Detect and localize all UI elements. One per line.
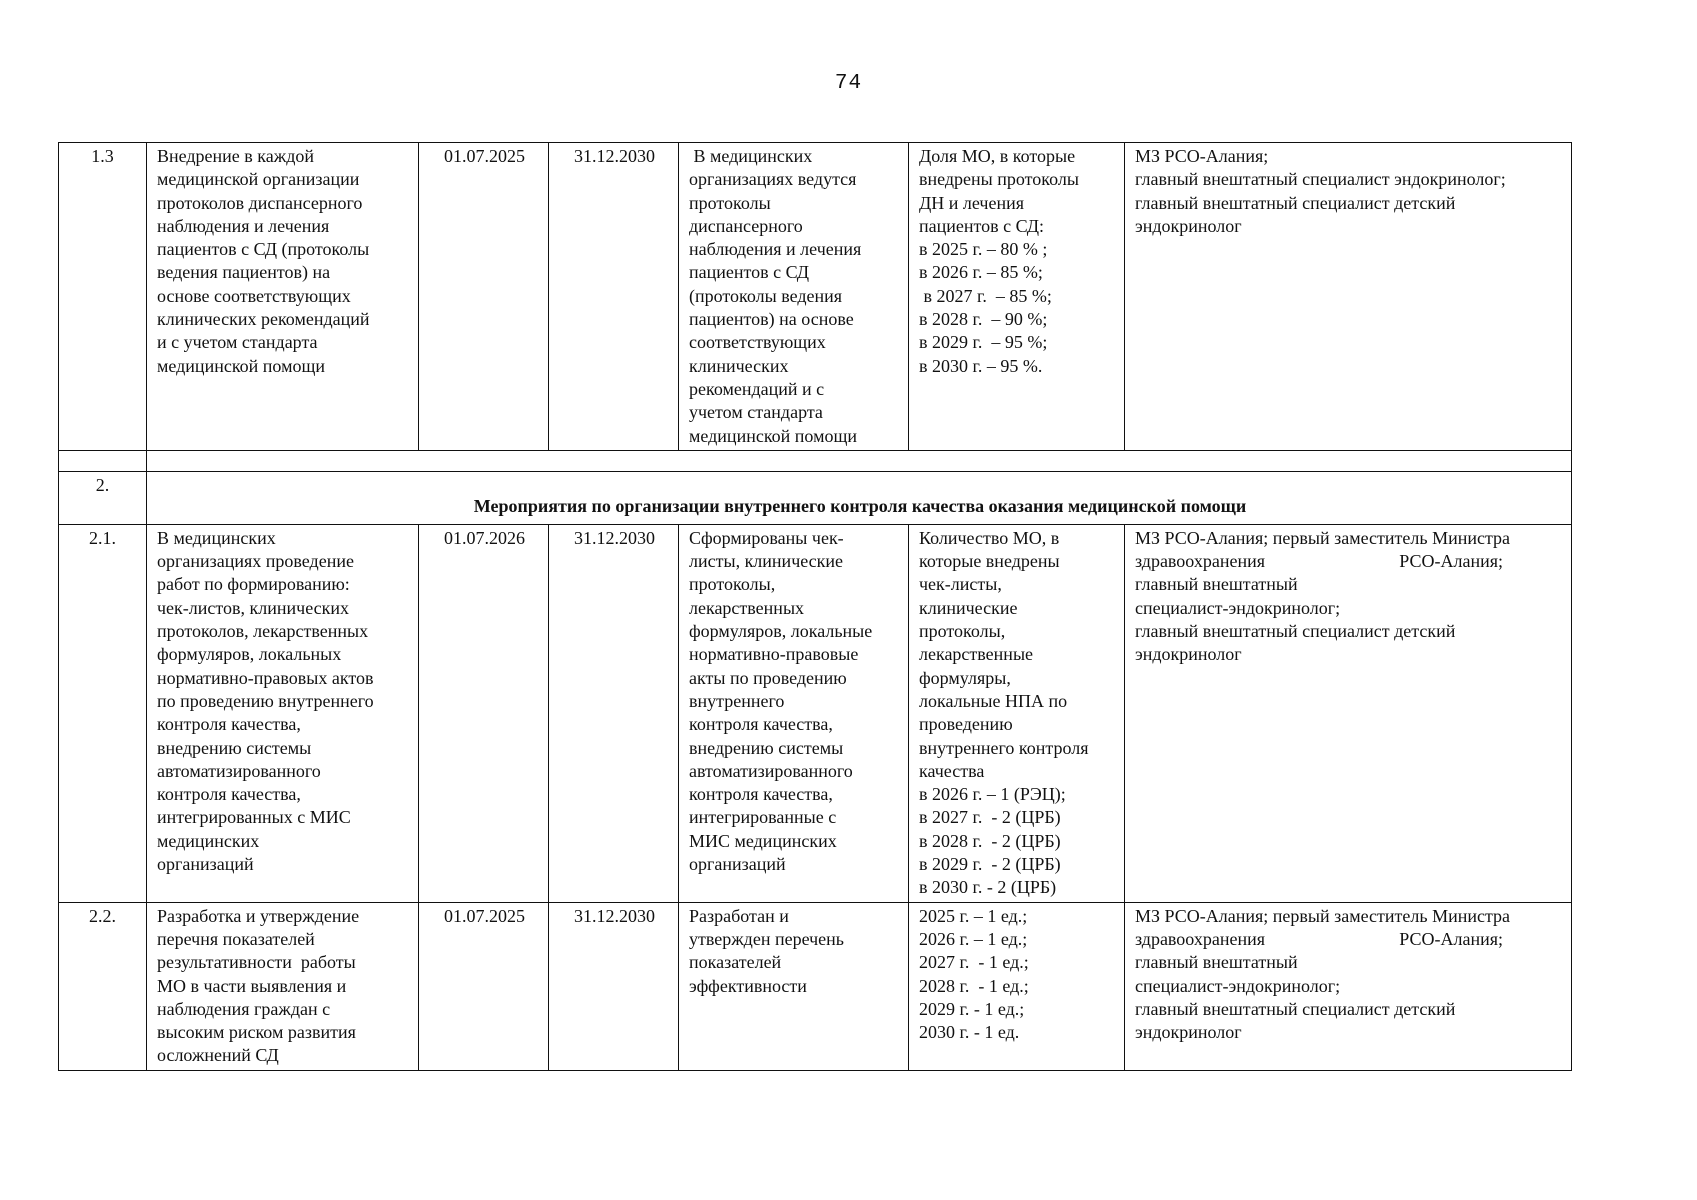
result-cell	[679, 524, 909, 902]
text-line: листы, клинические	[689, 551, 844, 572]
table-row-1-3	[59, 143, 1572, 451]
text-line: интегрированные с	[689, 807, 837, 828]
responsible-justified-line	[1135, 550, 1563, 573]
text-line: в 2026 г. – 1 (РЭЦ);	[919, 784, 1066, 805]
text-line: эндокринолог	[1135, 215, 1242, 236]
text-line: в 2027 г. – 85 %;	[919, 285, 1052, 306]
text-line: пациентов с СД	[689, 262, 810, 283]
text-line: ДН и лечения	[919, 192, 1025, 213]
text-line: лекарственные	[919, 644, 1034, 665]
spacer-cell	[147, 450, 1572, 471]
page-number: 74	[834, 72, 863, 95]
text-line: по проведению внутреннего	[157, 690, 374, 711]
text-line: МО в части выявления и	[157, 975, 347, 996]
text-line: главный внештатный	[1135, 574, 1298, 595]
indicator-cell	[909, 902, 1125, 1070]
table-row-2-1	[59, 524, 1572, 902]
text-line: пациентов с СД (протоколы	[157, 239, 370, 260]
text-line: 2027 г. - 1 ед.;	[919, 952, 1029, 973]
text-line: (протоколы ведения	[689, 285, 843, 306]
text-line: медицинских	[157, 830, 260, 851]
text-line: Внедрение в каждой	[157, 146, 314, 166]
text-line: акты по проведению	[689, 667, 847, 688]
text-line: формуляров, локальные	[689, 621, 873, 642]
text-line: в 2029 г. – 95 %;	[919, 332, 1048, 353]
text-line: соответствующих	[689, 332, 826, 353]
row-number: 2.1.	[59, 524, 147, 902]
text-line: чек-листов, клинических	[157, 597, 349, 618]
text-line: специалист-эндокринолог;	[1135, 975, 1341, 996]
text-line: Разработка и утверждение	[157, 905, 360, 926]
text-line: контроля качества,	[157, 784, 301, 805]
text-line: в 2028 г. - 2 (ЦРБ)	[919, 830, 1061, 851]
text-line: внутреннего	[689, 690, 785, 711]
row-number: 1.3	[59, 143, 147, 451]
start-date: 01.07.2026	[419, 524, 549, 902]
end-date: 31.12.2030	[549, 143, 679, 451]
text-line: организациях ведутся	[689, 169, 857, 190]
responsible-cell	[1125, 902, 1572, 1070]
text-line: Доля МО, в которые	[919, 146, 1076, 166]
text-line: главный внештатный специалист детский	[1135, 192, 1456, 213]
text-line: протоколов, лекарственных	[157, 621, 369, 642]
text-line: наблюдения и лечения	[157, 215, 330, 236]
responsible-line-part: РСО-Алания;	[1399, 928, 1503, 949]
responsible-line-part: здравоохранения	[1135, 551, 1266, 572]
text-line: наблюдения граждан с	[157, 998, 331, 1019]
text-line: автоматизированного	[157, 760, 321, 781]
text-line: протоколы	[689, 192, 771, 213]
text-line: работ по формированию:	[157, 574, 350, 595]
text-line: 2025 г. – 1 ед.;	[919, 905, 1028, 926]
text-line: В медицинских	[157, 527, 276, 548]
text-line: которые внедрены	[919, 551, 1060, 572]
text-line: организаций	[689, 854, 786, 875]
text-line: формуляров, локальных	[157, 644, 342, 665]
text-line: клинические	[919, 597, 1018, 618]
activity-cell	[147, 902, 419, 1070]
text-line: в 2029 г. - 2 (ЦРБ)	[919, 854, 1061, 875]
section-header-row	[59, 471, 1572, 524]
text-line: учетом стандарта	[689, 402, 823, 423]
text-line: 2026 г. – 1 ед.;	[919, 928, 1028, 949]
end-date: 31.12.2030	[549, 902, 679, 1070]
text-line: показателей	[689, 952, 782, 973]
text-line: ведения пациентов) на	[157, 262, 331, 283]
text-line: качества	[919, 760, 985, 781]
text-line: протоколы,	[689, 574, 776, 595]
text-line: нормативно-правовые	[689, 644, 859, 665]
text-line: 2029 г. - 1 ед.;	[919, 998, 1025, 1019]
text-line: осложнений СД	[157, 1045, 279, 1066]
text-line: Сформированы чек-	[689, 527, 844, 548]
activity-cell	[147, 524, 419, 902]
text-line: эффективности	[689, 975, 807, 996]
text-line: медицинской помощи	[689, 425, 857, 446]
text-line: в 2028 г. – 90 %;	[919, 309, 1048, 330]
text-line: главный внештатный специалист детский	[1135, 621, 1456, 642]
text-line: специалист-эндокринолог;	[1135, 597, 1341, 618]
text-line: автоматизированного	[689, 760, 853, 781]
text-line: протоколов диспансерного	[157, 192, 363, 213]
responsible-line-part: здравоохранения	[1135, 928, 1266, 949]
text-line: контроля качества,	[689, 784, 833, 805]
text-line: 2030 г. - 1 ед.	[919, 1022, 1020, 1043]
text-line: в 2030 г. - 2 (ЦРБ)	[919, 877, 1057, 898]
text-line: интегрированных с МИС	[157, 807, 351, 828]
text-line: перечня показателей	[157, 928, 315, 949]
text-line: главный внештатный	[1135, 952, 1298, 973]
start-date: 01.07.2025	[419, 902, 549, 1070]
text-line: главный внештатный специалист детский	[1135, 998, 1456, 1019]
text-line: внедрению системы	[689, 737, 844, 758]
spacer-row	[59, 450, 1572, 471]
responsible-cell	[1125, 524, 1572, 902]
text-line: рекомендаций и с	[689, 378, 825, 399]
activity-cell	[147, 143, 419, 451]
result-cell	[679, 902, 909, 1070]
start-date: 01.07.2025	[419, 143, 549, 451]
text-line: клинических рекомендаций	[157, 309, 370, 330]
end-date: 31.12.2030	[549, 524, 679, 902]
text-line: организациях проведение	[157, 551, 354, 572]
text-line: МЗ РСО-Алания;	[1135, 146, 1269, 166]
text-line: В медицинских	[689, 146, 813, 166]
responsible-lines	[1135, 573, 1563, 666]
responsible-cell	[1125, 143, 1572, 451]
text-line: высоким риском развития	[157, 1022, 356, 1043]
responsible-line: МЗ РСО-Алания; первый заместитель Министра	[1135, 527, 1511, 548]
text-line: и с учетом стандарта	[157, 332, 318, 353]
text-line: 2028 г. - 1 ед.;	[919, 975, 1029, 996]
row-number: 2.2.	[59, 902, 147, 1070]
text-line: основе соответствующих	[157, 285, 351, 306]
text-line: протоколы,	[919, 621, 1006, 642]
text-line: диспансерного	[689, 215, 803, 236]
text-line: организаций	[157, 854, 254, 875]
text-line: в 2026 г. – 85 %;	[919, 262, 1043, 283]
text-line: контроля качества,	[157, 714, 301, 735]
text-line: результативности работы	[157, 952, 356, 973]
text-line: внедрены протоколы	[919, 169, 1079, 190]
result-cell	[679, 143, 909, 451]
responsible-justified-line	[1135, 928, 1563, 951]
indicator-cell	[909, 524, 1125, 902]
text-line: Количество МО, в	[919, 527, 1060, 548]
measures-table	[58, 142, 1572, 1071]
indicator-cell	[909, 143, 1125, 451]
text-line: нормативно-правовых актов	[157, 667, 374, 688]
text-line: клинических	[689, 355, 789, 376]
text-line: пациентов с СД:	[919, 215, 1045, 236]
text-line: эндокринолог	[1135, 1022, 1242, 1043]
responsible-line-part: РСО-Алания;	[1399, 551, 1503, 572]
text-line: наблюдения и лечения	[689, 239, 862, 260]
text-line: чек-листы,	[919, 574, 1002, 595]
text-line: внутреннего контроля	[919, 737, 1089, 758]
text-line: пациентов) на основе	[689, 309, 854, 330]
text-line: в 2025 г. – 80 % ;	[919, 239, 1048, 260]
text-line: проведению	[919, 714, 1013, 735]
text-line: МИС медицинских	[689, 830, 837, 851]
responsible-line: МЗ РСО-Алания; первый заместитель Министра	[1135, 905, 1511, 926]
text-line: главный внештатный специалист эндокринолог;	[1135, 169, 1506, 190]
section-number: 2.	[59, 471, 147, 524]
text-line: внедрению системы	[157, 737, 312, 758]
text-line: контроля качества,	[689, 714, 833, 735]
text-line: утвержден перечень	[689, 928, 845, 949]
text-line: медицинской организации	[157, 169, 360, 190]
text-line: в 2030 г. – 95 %.	[919, 355, 1043, 376]
text-line: локальные НПА по	[919, 690, 1068, 711]
text-line: в 2027 г. - 2 (ЦРБ)	[919, 807, 1061, 828]
text-line: лекарственных	[689, 597, 805, 618]
text-line: формуляры,	[919, 667, 1011, 688]
text-line: эндокринолог	[1135, 644, 1242, 665]
responsible-lines	[1135, 951, 1563, 1044]
text-line: Разработан и	[689, 905, 789, 926]
spacer-num-cell	[59, 450, 147, 471]
table-row-2-2	[59, 902, 1572, 1070]
section-title: Мероприятия по организации внутреннего контроля качества оказания медицинской помощи	[147, 471, 1572, 524]
text-line: медицинской помощи	[157, 355, 325, 376]
